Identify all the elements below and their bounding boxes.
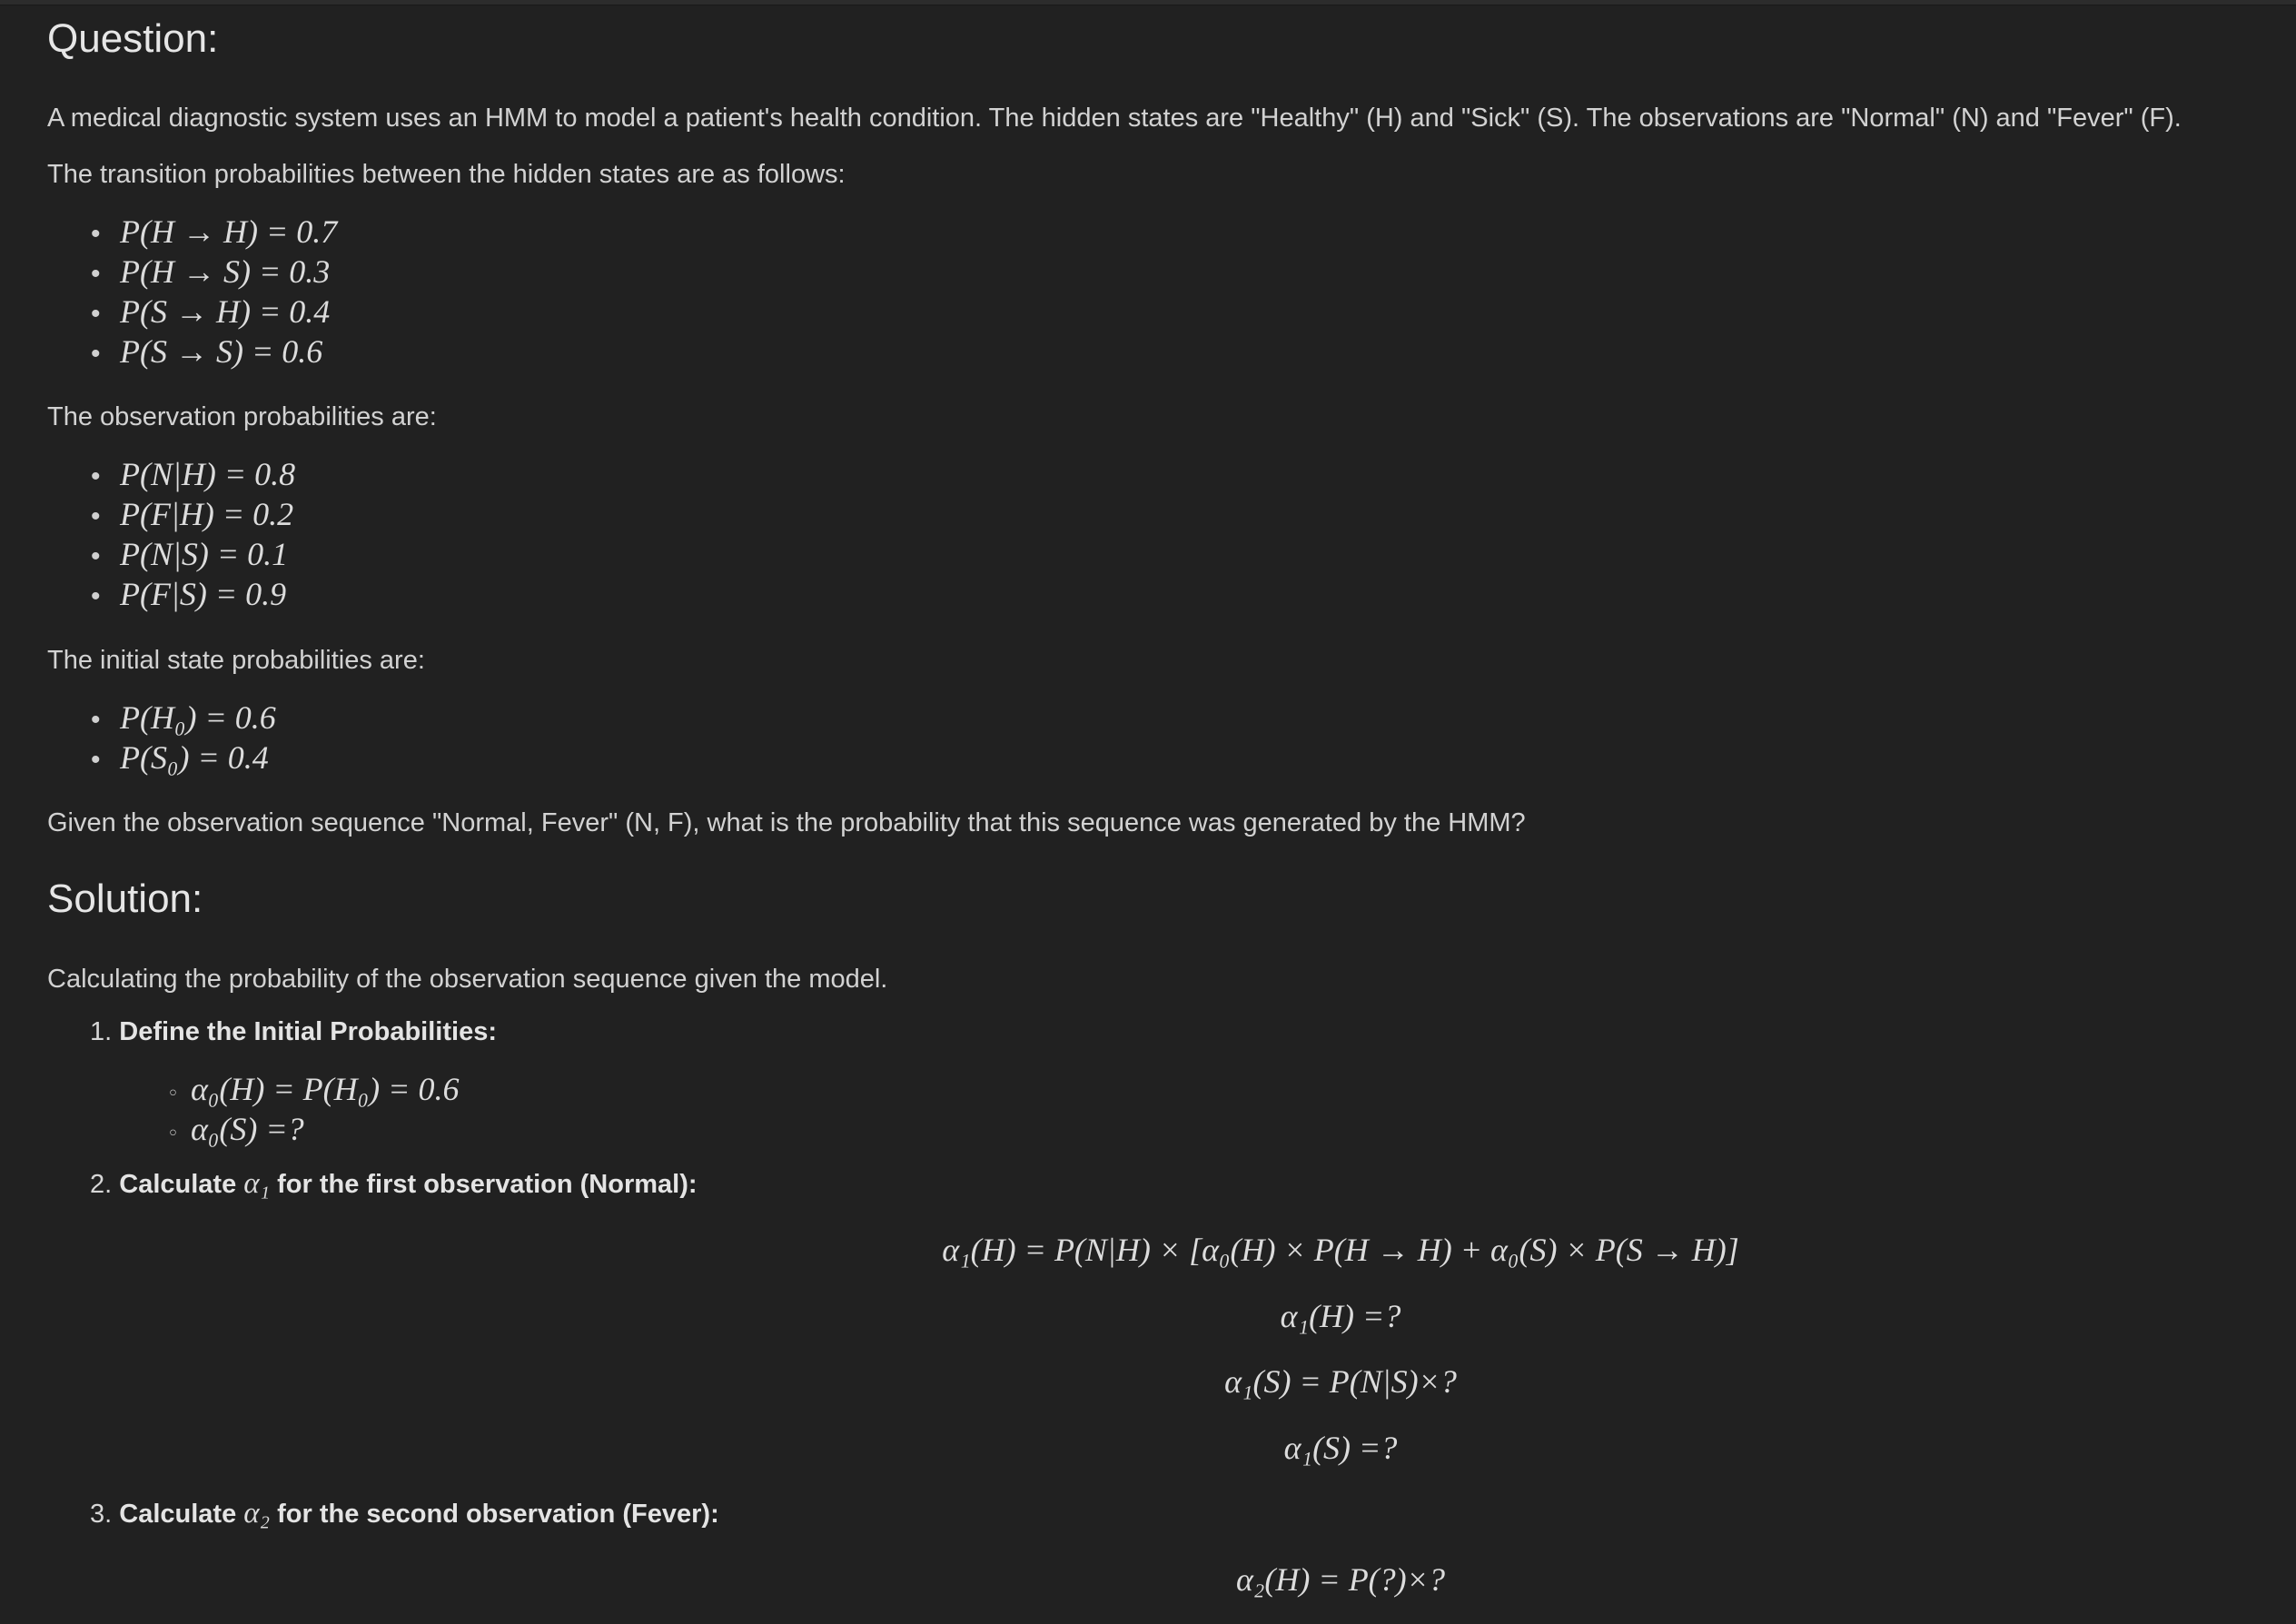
solution-heading: Solution:	[47, 876, 203, 921]
equation: α₁(S) =?	[1283, 1430, 1398, 1466]
list-item: • P(S → H) = 0.4	[91, 293, 331, 330]
list-item: • P(H₀) = 0.6	[91, 699, 276, 736]
list-item: • P(N|S) = 0.1	[91, 536, 289, 572]
list-item: • P(H → S) = 0.3	[91, 253, 331, 290]
list-item: ◦ α₀(H) = P(H₀) = 0.6	[167, 1071, 460, 1107]
initial-intro: The initial state probabilities are:	[47, 646, 425, 675]
equation: α₁(S) = P(N|S)×?	[1224, 1363, 1457, 1400]
list-item: • P(N|H) = 0.8	[91, 456, 296, 492]
question-ask: Given the observation sequence "Normal, Fever" (N, F), what is the probability that this sequence was generated by the HMM?	[47, 808, 1526, 837]
equation: α₁(H) = P(N|H) × [α₀(H) × P(H → H) + α₀(S) × P(S → H)]	[942, 1232, 1739, 1268]
question-intro: A medical diagnostic system uses an HMM to model a patient's health condition. The hidden states are "Healthy" (H) and "Sick" (S). The observations are "Normal" (N) and "Fever" (F).	[47, 104, 2182, 133]
list-item: • P(F|S) = 0.9	[91, 576, 287, 612]
list-item: ◦ α₀(S) =?	[167, 1111, 304, 1147]
step-1-title: 1. Define the Initial Probabilities:	[90, 1017, 497, 1046]
list-item: • P(S → S) = 0.6	[91, 333, 323, 370]
step-3-title: 3. Calculate α₂ for the second observation (Fever):	[90, 1497, 719, 1530]
list-item: • P(H → H) = 0.7	[91, 213, 338, 250]
equation: α₁(H) =?	[1280, 1298, 1401, 1334]
list-item: • P(S₀) = 0.4	[91, 739, 269, 776]
question-heading: Question:	[47, 16, 219, 61]
observation-intro: The observation probabilities are:	[47, 402, 437, 431]
solution-intro: Calculating the probability of the observation sequence given the model.	[47, 965, 888, 994]
step-2-title: 2. Calculate α₁ for the first observation (Normal):	[90, 1167, 698, 1200]
list-item: • P(F|H) = 0.2	[91, 496, 294, 532]
top-border	[0, 0, 2296, 5]
equation: α₂(H) = P(?)×?	[1236, 1561, 1445, 1598]
transition-intro: The transition probabilities between the hidden states are as follows:	[47, 160, 846, 189]
